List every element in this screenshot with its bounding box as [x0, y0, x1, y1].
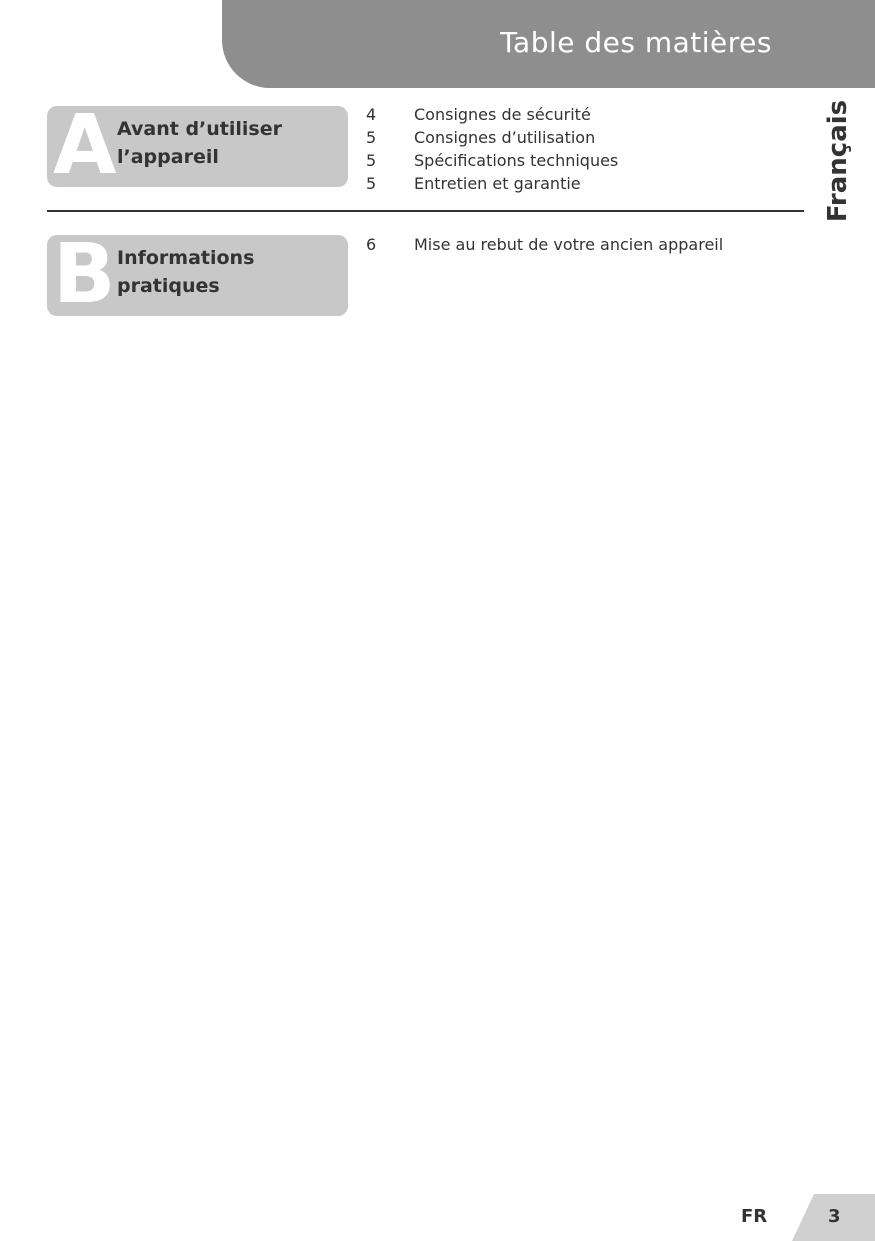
toc-entry-text: Consignes d’utilisation: [414, 128, 596, 147]
toc-page-number: 4: [366, 105, 377, 124]
page-title: Table des matières: [500, 26, 772, 59]
toc-list-section-a: [366, 103, 618, 195]
toc-page-number: 5: [366, 151, 377, 170]
toc-entry[interactable]: [366, 149, 618, 172]
toc-entry[interactable]: [366, 103, 618, 126]
section-b-box: [47, 235, 348, 316]
toc-list-section-b: [366, 233, 723, 256]
section-a-letter: A: [53, 106, 117, 187]
language-label: [820, 99, 856, 223]
section-a-title: Avant d’utiliser l’appareil: [117, 118, 282, 168]
toc-page-number: 5: [366, 174, 377, 193]
header-tab: [222, 0, 875, 88]
toc-entry-text: Entretien et garantie: [414, 174, 581, 193]
toc-entry-text: Consignes de sécurité: [414, 105, 591, 124]
toc-entry-text: Mise au rebut de votre ancien appareil: [414, 235, 724, 254]
section-divider: [47, 210, 804, 212]
toc-entry[interactable]: [366, 233, 723, 256]
toc-entry[interactable]: [366, 172, 618, 195]
toc-page-number: 5: [366, 128, 377, 147]
toc-page-number: 6: [366, 235, 377, 254]
footer-language-code: FR: [741, 1206, 768, 1227]
section-b-letter: B: [53, 235, 116, 316]
section-b-title: Informations pratiques: [117, 247, 255, 297]
section-a-box: [47, 106, 348, 187]
language-label-text: Français: [823, 99, 853, 223]
toc-entry[interactable]: [366, 126, 618, 149]
toc-entry-text: Spécifications techniques: [414, 151, 619, 170]
footer-page-number: 3: [828, 1206, 841, 1227]
